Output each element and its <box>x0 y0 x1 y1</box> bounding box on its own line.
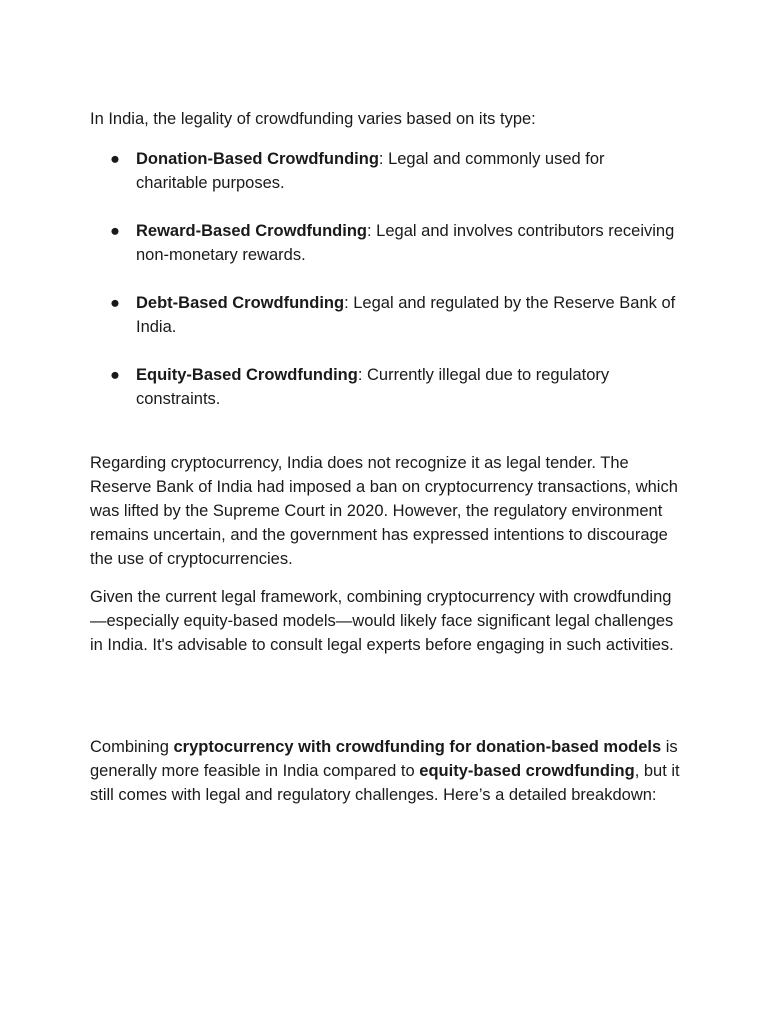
bullet-marker: ● <box>110 222 120 240</box>
list-item-term: Debt-Based Crowdfunding <box>136 294 345 312</box>
list-item-term: Donation-Based Crowdfunding <box>136 150 379 168</box>
intro-paragraph: In India, the legality of crowdfunding varies based on its type: <box>90 110 536 128</box>
list-item <box>90 363 680 411</box>
bullet-marker: ● <box>110 294 120 312</box>
crowdfunding-types-list <box>90 147 680 435</box>
combining-text-3: , but it still comes with legal and regulatory challenges. Here’s a detailed breakdown: <box>90 762 680 804</box>
list-item-text: : Currently illegal due to regulatory constraints. <box>136 366 610 408</box>
legal-framework-paragraph: Given the current legal framework, combining cryptocurrency with crowdfunding—especially equity-based models—would likely face significant legal challenges in India. It's advisable to consult legal experts before engaging in such activities. <box>90 588 674 654</box>
list-item-term: Equity-Based Crowdfunding <box>136 366 358 384</box>
combining-text-2: is generally more feasible in India compared to <box>90 738 678 780</box>
list-item-text: : Legal and regulated by the Reserve Bank of India. <box>136 294 676 336</box>
cryptocurrency-paragraph: Regarding cryptocurrency, India does not recognize it as legal tender. The Reserve Bank of India had imposed a ban on cryptocurrency transactions, which was lifted by the Supreme Court in 2020. However, the regulatory environment remains uncertain, and the government has expressed intentions to discourage the use of cryptocurrencies. <box>90 454 678 568</box>
bullet-marker: ● <box>110 366 120 384</box>
combining-bold-1: cryptocurrency with crowdfunding for donation-based models <box>173 738 662 756</box>
list-item <box>90 219 680 267</box>
combining-text-1: Combining <box>90 738 174 756</box>
list-item <box>90 147 680 195</box>
combining-paragraph <box>90 735 680 807</box>
list-item <box>90 291 680 339</box>
bullet-marker: ● <box>110 150 120 168</box>
list-item-text: : Legal and involves contributors receiving non-monetary rewards. <box>136 222 675 264</box>
combining-bold-2: equity-based crowdfunding <box>419 762 635 780</box>
list-item-text: : Legal and commonly used for charitable purposes. <box>136 150 605 192</box>
list-item-term: Reward-Based Crowdfunding <box>136 222 368 240</box>
